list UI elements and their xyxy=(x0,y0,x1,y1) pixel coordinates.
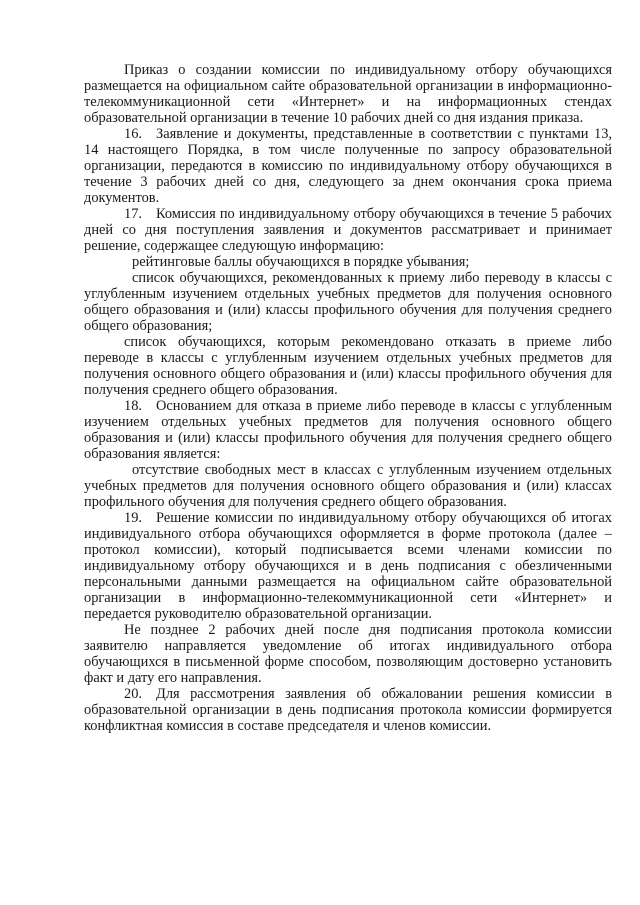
paragraph-intro xyxy=(84,62,612,126)
paragraph-text: Комиссия по индивидуальному отбору обучающихся в течение 5 рабочих дней со дня поступления заявления и документов рассматривает и принимает решение, содержащее следующую информацию: xyxy=(84,206,612,254)
paragraph-text: Заявление и документы, представленные в соответствии с пунктами 13, 14 настоящего Порядка, в том числе полученные по запросу образовательной организации, передаются в комиссию по индивидуальному отбору обучающихся в течение 3 рабочих дней со дня, следующего за днем окончания срока приема документов. xyxy=(84,126,612,206)
paragraph-number: 20. xyxy=(124,686,142,702)
paragraph-text: рейтинговые баллы обучающихся в порядке убывания; xyxy=(132,254,470,270)
list-item-recommended xyxy=(84,270,612,334)
paragraph-text: список обучающихся, рекомендованных к приему либо переводу в классы с углубленным изучением отдельных учебных предметов для получения основного общего образования и (или) классы профильного обучения для получения среднего общего образования; xyxy=(84,270,612,334)
list-item-no-places xyxy=(84,462,612,510)
paragraph-number: 18. xyxy=(124,398,142,414)
paragraph-notice xyxy=(84,622,612,686)
paragraph-text: Не позднее 2 рабочих дней после дня подписания протокола комиссии заявителю направляется уведомление об итогах индивидуального отбора обучающихся в письменной форме способом, позволяющим достоверно установить факт и дату его направления. xyxy=(84,622,612,686)
paragraph-number: 16. xyxy=(124,126,142,142)
list-item-rating xyxy=(84,254,612,270)
paragraph-text: Решение комиссии по индивидуальному отбору обучающихся об итогах индивидуального отбора обучающихся оформляется в форме протокола (далее – протокол комиссии), который подписывается всеми членами комиссии по индивидуальному отбору обучающихся и в день подписания с обезличенными персональными данными размещается на официальном сайте образовательной организации в информационно-телекоммуникационной сети «Интернет» и передается руководителю образовательной организации. xyxy=(84,510,612,622)
paragraph-20 xyxy=(84,686,612,734)
paragraph-text: Приказ о создании комиссии по индивидуальному отбору обучающихся размещается на официальном сайте образовательной организации в информационно-телекоммуникационной сети «Интернет» и на информационных стендах образовательной организации в течение 10 рабочих дней со дня издания приказа. xyxy=(84,62,612,126)
list-item-refused xyxy=(84,334,612,398)
paragraph-16 xyxy=(84,126,612,206)
paragraph-17 xyxy=(84,206,612,254)
paragraph-number: 19. xyxy=(124,510,142,526)
paragraph-19 xyxy=(84,510,612,622)
paragraph-text: Для рассмотрения заявления об обжаловании решения комиссии в образовательной организации в день подписания протокола комиссии формируется конфликтная комиссия в составе председателя и членов комиссии. xyxy=(84,686,612,734)
paragraph-text: список обучающихся, которым рекомендовано отказать в приеме либо переводе в классы с углубленным изучением отдельных учебных предметов для получения основного общего образования и (или) классы профильного обучения для получения среднего общего образования. xyxy=(84,334,612,398)
paragraph-text: Основанием для отказа в приеме либо переводе в классы с углубленным изучением отдельных учебных предметов для получения основного общего образования и (или) классы профильного обучения для получения среднего общего образования является: xyxy=(84,398,612,462)
paragraph-number: 17. xyxy=(124,206,142,222)
paragraph-text: отсутствие свободных мест в классах с углубленным изучением отдельных учебных предметов для получения основного общего образования и (или) классах профильного обучения для получения среднего общего образования. xyxy=(84,462,612,510)
paragraph-18 xyxy=(84,398,612,462)
document-page xyxy=(84,62,612,734)
